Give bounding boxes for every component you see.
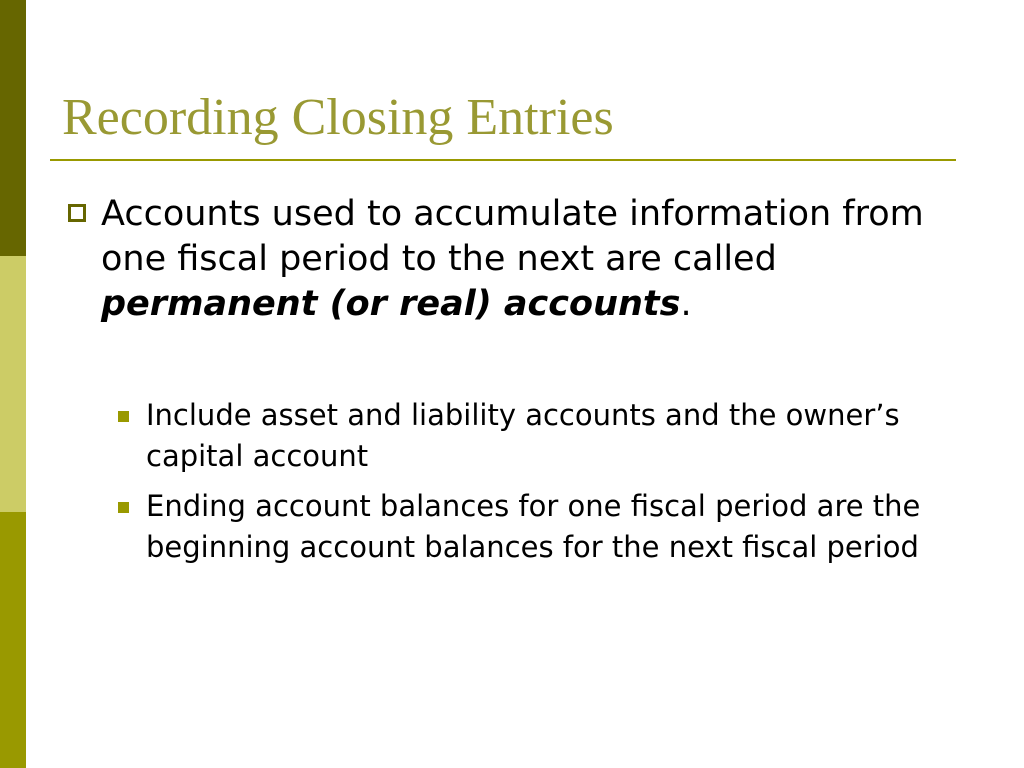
- side-bar-top: [0, 0, 26, 256]
- slide-title: Recording Closing Entries: [62, 89, 614, 146]
- title-divider: [50, 159, 956, 161]
- main-bullet-emphasis: permanent (or real) accounts: [101, 284, 681, 324]
- square-bullet-icon: [68, 204, 86, 222]
- filled-square-bullet-icon: [118, 502, 129, 513]
- sub-bullet-1: Include asset and liability accounts and the owner’s capital account: [146, 398, 900, 473]
- main-bullet-text: Accounts used to accumulate information from one fiscal period to the next are called: [101, 194, 924, 279]
- main-bullet: [101, 192, 961, 327]
- main-bullet-period: .: [680, 284, 692, 324]
- side-bar-middle: [0, 256, 26, 512]
- sub-bullet-2: Ending account balances for one fiscal period are the beginning account balances for the next fiscal period: [146, 489, 921, 564]
- filled-square-bullet-icon: [118, 411, 129, 422]
- side-bar-bottom: [0, 512, 26, 768]
